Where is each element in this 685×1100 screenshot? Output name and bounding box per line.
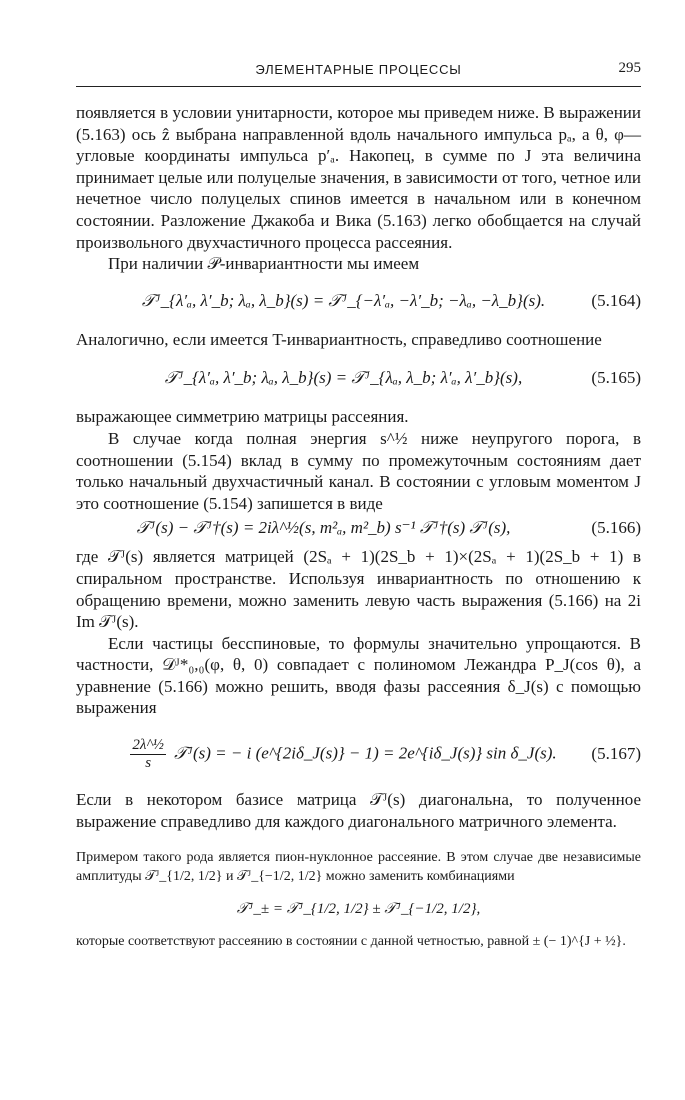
equation-formula: 𝒯ᴶ(s) = − i (e^{2iδ_J(s)} − 1) = 2e^{iδ_J(s)} sin δ_J(s).: [174, 742, 557, 762]
paragraph-1: появляется в условии унитарности, которое мы приведем ниже. В выражении (5.163) ось ẑ выбрана направленной вдоль начального импульса pₐ, а θ, φ—угловые координаты импульса p′ₐ. Накопец, в сумме по J эта величина принимает целые или полуцелые значения, в зависимости от того, четное или нечетное число полуцелых спинов имеется в начальном или в конечном состоянии. Разложение Джакоба и Вика (5.163) легко обобщается на случай произвольного двухчастичного процесса рассеяния.: [76, 103, 641, 252]
equation-formula: 𝒯ᴶ_{λ′ₐ, λ′_b; λₐ, λ_b}(s) = 𝒯ᴶ_{−λ′ₐ, −λ′_b; −λₐ, −λ_b}(s).: [141, 290, 546, 310]
equation-5-167: [76, 729, 641, 779]
fraction-numerator: 2λ^½: [132, 736, 164, 753]
running-title: ЭЛЕМЕНТАРНЫЕ ПРОЦЕССЫ: [255, 62, 462, 77]
equation-5-166: [76, 516, 641, 540]
page-body: [76, 102, 641, 951]
page-header: [76, 56, 641, 87]
equation-formula: 𝒯ᴶ_{λ′ₐ, λ′_b; λₐ, λ_b}(s) = 𝒯ᴶ_{λₐ, λ_b; λ′ₐ, λ′_b}(s),: [164, 368, 523, 388]
note-paragraph-1: Примером такого рода является пион-нуклонное рассеяние. В этом случае две независимые амплитуды 𝒯ᴶ_{1/2, 1/2} и 𝒯ᴶ_{−1/2, 1/2} можно заменить комбинациями: [76, 850, 641, 885]
paragraph-6: где 𝒯ᴶ(s) является матрицей (2Sₐ + 1)(2S_b + 1)×(2Sₐ + 1)(2S_b + 1) в спиральном пространстве. Используя инвариантность по отношению к обращению времени, можно заменить левую часть выражения (5.166) на 2i Im 𝒯ᴶ(s).: [76, 547, 641, 632]
fraction-denominator: s: [145, 754, 152, 771]
paragraph-5: В случае когда полная энергия s^½ ниже неупругого порога, в соотношении (5.154) вклад в сумму по промежуточным состояниям дает только начальный двухчастичный канал. В состоянии с угловым моментом J это соотношение (5.154) запишется в виде: [76, 428, 641, 513]
note-paragraph-2: которые соответствуют рассеянию в состоянии с данной четностью, равной ± (− 1)^{J + ½}.: [76, 934, 626, 950]
note-formula: 𝒯ᴶ_± = 𝒯ᴶ_{1/2, 1/2} ± 𝒯ᴶ_{−1/2, 1/2},: [236, 901, 481, 918]
page-number: 295: [618, 60, 641, 76]
equation-number: (5.166): [591, 518, 641, 538]
equation-5-164: [76, 281, 641, 321]
paragraph-4: выражающее симметрию матрицы рассеяния.: [76, 407, 409, 427]
equation-number: (5.167): [591, 744, 641, 764]
paragraph-8: Если в некотором базисе матрица 𝒯ᴶ(s) диагональна, то полученное выражение справедливо для каждого диагонального матричного элемента.: [76, 790, 641, 831]
equation-5-165: [76, 358, 641, 398]
paragraph-2: При наличии 𝒫-инвариантности мы имеем: [108, 254, 420, 274]
note-equation: [76, 890, 641, 928]
paragraph-3: Аналогично, если имеется T-инвариантность, справедливо соотношение: [76, 329, 602, 349]
equation-number: (5.164): [591, 290, 641, 310]
equation-formula: 𝒯ᴶ(s) − 𝒯ᴶ†(s) = 2iλ^½(s, m²ₐ, m²_b) s⁻¹ 𝒯ᴶ†(s) 𝒯ᴶ(s),: [136, 518, 511, 538]
equation-number: (5.165): [591, 368, 641, 388]
equation-formula-wrap: [76, 737, 571, 772]
fraction: [130, 737, 166, 772]
paragraph-7: Если частицы бесспиновые, то формулы значительно упрощаются. В частности, 𝒟ᴶ*₀,₀(φ, θ, 0) совпадает с полиномом Лежандра P_J(cos θ), а уравнение (5.166) можно решить, вводя фазы рассеяния δ_J(s) с помощью выражения: [76, 633, 641, 718]
small-print-note: [76, 848, 641, 951]
